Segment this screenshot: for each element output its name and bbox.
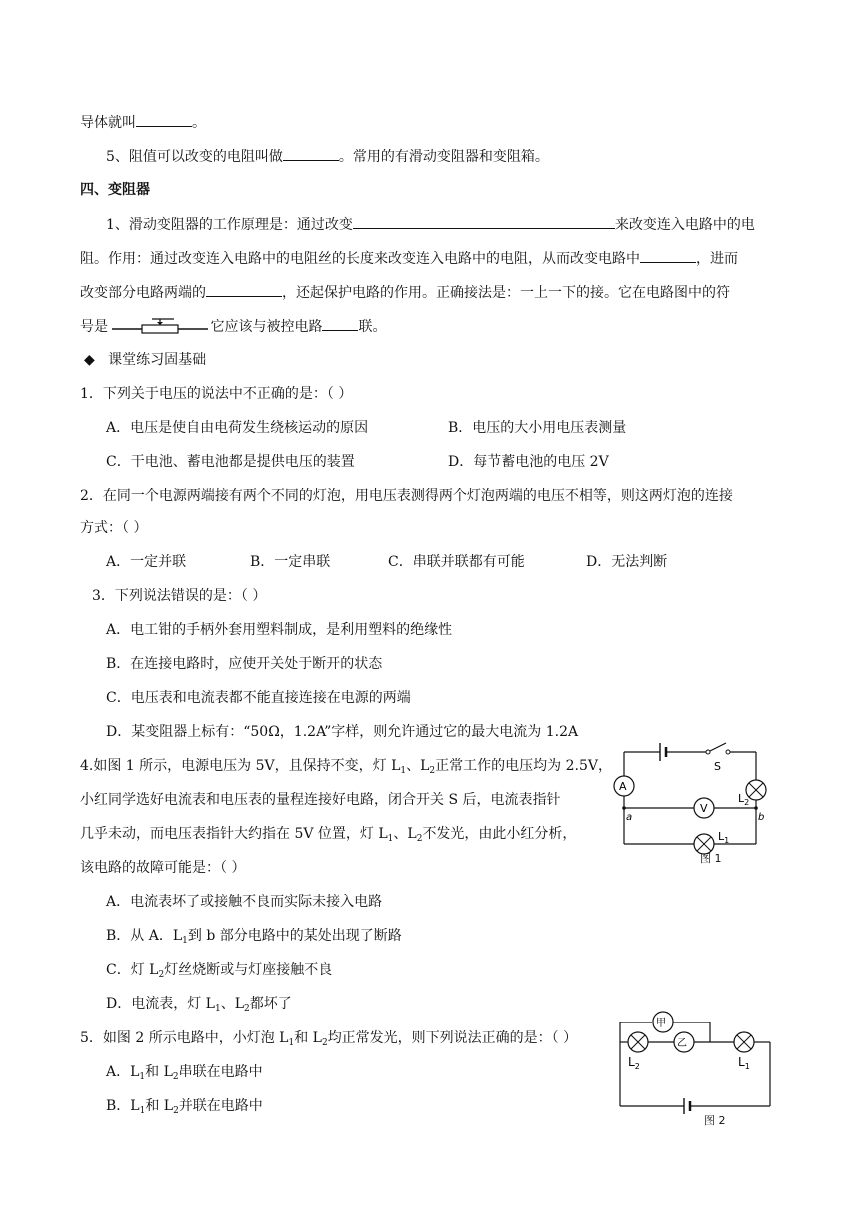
- answer-blank[interactable]: [640, 248, 696, 263]
- figure-1-caption: 图 1: [700, 852, 722, 865]
- question-5-option-a[interactable]: A．$L_1$和 $L_2$串联在电路中: [106, 1064, 263, 1082]
- question-2-option-b[interactable]: B．一定串联: [250, 554, 331, 570]
- lamp-l2-label: $L_2$: [738, 792, 750, 807]
- meter-jia: [650, 1010, 676, 1034]
- question-1-option-c[interactable]: C．干电池、蓄电池都是提供电压的装置: [106, 454, 355, 470]
- figure-1-circuit: [606, 740, 782, 860]
- question-2-stem: 2．在同一个电源两端接有两个不同的灯泡，用电压表测得两个灯泡两端的电压不相等，则这两灯泡的连接: [80, 488, 733, 504]
- question-4-stem-1: 4.如图 1 所示，电源电压为 5V，且保持不变，灯 $L_1$、$L_2$正常工作的电压均为 2.5V，: [80, 758, 612, 776]
- answer-blank[interactable]: [206, 282, 282, 297]
- rheostat-line-2: 阻。作用：通过改变连入电路中的电阻丝的长度来改变连入电路中的电阻，从而改变电路中 ，进而: [80, 248, 738, 269]
- ammeter-label: A: [619, 780, 627, 793]
- question-1-stem: 1．下列关于电压的说法中不正确的是：（ ）: [80, 386, 353, 402]
- question-3-option-c[interactable]: C．电压表和电流表都不能直接连接在电源的两端: [106, 690, 411, 706]
- question-4-stem-4: 该电路的故障可能是：（ ）: [80, 860, 246, 876]
- meter-jia-label: 甲: [656, 1018, 666, 1029]
- question-2-option-c[interactable]: C．串联并联都有可能: [388, 554, 525, 570]
- answer-blank[interactable]: [283, 146, 339, 161]
- lamp-l2-label: $L_2$: [628, 1055, 640, 1071]
- question-3-stem: 3．下列说法错误的是：（ ）: [92, 588, 267, 604]
- question-2-option-d[interactable]: D．无法判断: [586, 554, 668, 570]
- question-3-option-d[interactable]: D．某变阻器上标有：“50Ω，1.2A”字样，则允许通过它的最大电流为 1.2A: [106, 724, 579, 740]
- question-1-option-b[interactable]: B．电压的大小用电压表测量: [448, 420, 627, 436]
- node-a-label: a: [626, 812, 633, 823]
- question-4-stem-2: 小红同学选好电流表和电压表的量程连接好电路，闭合开关 S 后，电流表指针: [80, 792, 561, 808]
- diamond-bullet-icon: ◆: [84, 352, 95, 368]
- question-5-stem: 5．如图 2 所示电路中，小灯泡 $L_1$和 $L_2$均正常发光，则下列说法正确的是：（ ）: [80, 1030, 578, 1048]
- answer-blank[interactable]: [353, 214, 615, 229]
- rheostat-line-4: 号是 它应该与被控电路 联。: [80, 316, 386, 337]
- question-5-option-b[interactable]: B．$L_1$和 $L_2$并联在电路中: [106, 1098, 263, 1116]
- question-4-option-b[interactable]: B．从 A．$L_1$到 b 部分电路中的某处出现了断路: [106, 928, 402, 946]
- lamp-l1-label: $L_1$: [738, 1055, 750, 1071]
- item-5: 5、阻值可以改变的电阻叫做 。常用的有滑动变阻器和变阻箱。: [106, 146, 549, 167]
- voltmeter-label: V: [700, 802, 708, 815]
- switch-label: S: [714, 760, 721, 773]
- question-4-option-d[interactable]: D．电流表，灯 $L_1$、$L_2$都坏了: [106, 996, 292, 1014]
- top-fragment: 导体就叫 。: [80, 112, 206, 133]
- figure-2-caption: 图 2: [704, 1114, 726, 1127]
- answer-blank[interactable]: [136, 112, 192, 127]
- rheostat-line-3: 改变部分电路两端的 ，还起保护电路的作用。正确接法是：一上一下的接。它在电路图中的符: [80, 282, 730, 303]
- meter-yi-label: 乙: [677, 1038, 687, 1049]
- question-1-option-d[interactable]: D．每节蓄电池的电压 2V: [448, 454, 609, 470]
- lamp-l1-label: $L_1$: [718, 830, 730, 845]
- question-3-option-a[interactable]: A．电工钳的手柄外套用塑料制成，是利用塑料的绝缘性: [106, 622, 453, 638]
- answer-blank[interactable]: [322, 316, 358, 331]
- section-heading: 四、变阻器: [80, 182, 150, 198]
- rheostat-line-1: 1、滑动变阻器的工作原理是：通过改变 来改变连入电路中的电: [106, 214, 755, 235]
- question-1-option-a[interactable]: A．电压是使自由电荷发生绕核运动的原因: [106, 420, 369, 436]
- question-3-option-b[interactable]: B．在连接电路时，应使开关处于断开的状态: [106, 656, 383, 672]
- figure-2-circuit: [614, 1022, 782, 1114]
- question-4-option-c[interactable]: C．灯 $L_2$灯丝烧断或与灯座接触不良: [106, 962, 333, 980]
- rheostat-symbol-icon: [112, 317, 210, 335]
- question-4-option-a[interactable]: A．电流表坏了或接触不良而实际未接入电路: [106, 894, 383, 910]
- question-2-option-a[interactable]: A．一定并联: [106, 554, 187, 570]
- practice-heading: ◆ 课堂练习固基础: [84, 352, 207, 368]
- node-b-label: b: [758, 812, 765, 823]
- question-2-stem-cont: 方式：（ ）: [80, 520, 148, 536]
- question-4-stem-3: 几乎未动，而电压表指针大约指在 5V 位置，灯 $L_1$、$L_2$不发光，由此小红分析，: [80, 826, 577, 844]
